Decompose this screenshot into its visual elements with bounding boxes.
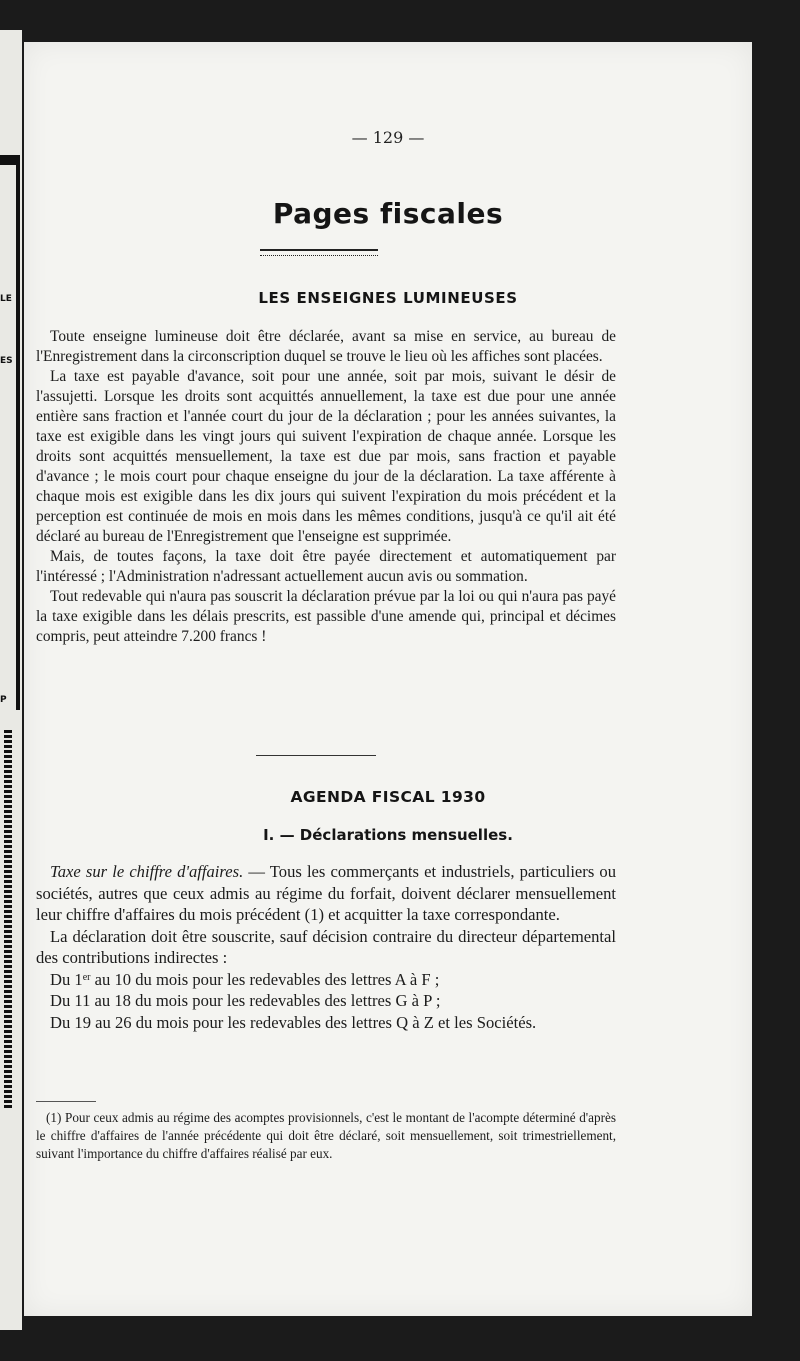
adjacent-page-text: LE	[0, 294, 12, 304]
paragraph: Toute enseigne lumineuse doit être déclarée, avant sa mise en service, au bureau de l'Enregistrement dans la circonscription duquel se trouve le lieu où les affiches sont placées.	[36, 328, 616, 365]
paragraph-text: — Tous les commerçants et industriels, particuliers ou sociétés, autres que ceux admis au régime du forfait, doivent déclarer mensuellement leur chiffre d'affaires du mois précédent (1) et acquitter la taxe correspondante.	[36, 862, 616, 924]
section-subheading: I. — Déclarations mensuelles.	[263, 826, 513, 844]
list-item-text: au 10 du mois pour les redevables des lettres A à F ;	[90, 969, 440, 989]
adjacent-page-mark	[4, 730, 12, 1110]
section-body-enseignes	[36, 327, 616, 647]
adjacent-page-mark	[16, 410, 20, 710]
adjacent-page-mark	[16, 270, 20, 410]
paragraph: La taxe est payable d'avance, soit pour une année, soit par mois, suivant le désir de l'assujetti. Lorsque les droits sont acquittés annuellement, la taxe est due pour une année entière sans fraction et l'année court du jour de la déclaration ; pour les années suivantes, la taxe est exigible dans les vingt jours qui suivent l'expiration de chaque année. Lorsque les droits sont acquittés mensuellement, la taxe est due par mois, sans fraction et payable d'avance ; le mois court pour chaque enseigne du jour de la déclaration. La taxe afférente à chaque mois est exigible dans les dix jours qui suivent l'expiration du mois précédent et la perception est continuée de mois en mois dans les mêmes conditions, jusqu'à ce qu'il ait été déclaré au bureau de l'Enregistrement que l'enseigne est supprimée.	[36, 368, 616, 545]
page-number: — 129 —	[351, 128, 425, 147]
paragraph: Tout redevable qui n'aura pas souscrit la déclaration prévue par la loi ou qui n'aura pas payé la taxe exigible dans les délais prescrits, est passible d'une amende qui, principal et décimes compris, peut atteindre 7.200 francs !	[36, 588, 616, 645]
footnote-text: (1) Pour ceux admis au régime des acomptes provisionnels, c'est le montant de l'acompte déterminé d'après le chiffre d'affaires de l'année précédente qui doit être déclaré, soit mensuellement, soit trimestriellement, suivant l'importance du chiffre d'affaires réalisé par eux.	[36, 1110, 616, 1161]
page-title: Pages fiscales	[272, 197, 504, 230]
list-item	[36, 969, 616, 991]
section-body-agenda	[36, 861, 616, 1033]
title-rule	[260, 249, 378, 256]
list-item: Du 11 au 18 du mois pour les redevables des lettres G à P ;	[50, 991, 441, 1010]
section-heading-enseignes: LES ENSEIGNES LUMINEUSES	[258, 289, 518, 307]
paragraph: Mais, de toutes façons, la taxe doit être payée directement et automatiquement par l'intéressé ; l'Administration n'adressant actuellement aucun avis ou sommation.	[36, 548, 616, 585]
ordinal-suffix: er	[82, 971, 91, 983]
adjacent-page-mark	[0, 155, 20, 165]
italic-lead: Taxe sur le chiffre d'affaires.	[50, 862, 244, 881]
adjacent-page-mark	[16, 165, 20, 285]
paragraph	[36, 861, 616, 926]
footnote-rule	[36, 1101, 96, 1102]
section-heading-agenda: AGENDA FISCAL 1930	[290, 788, 486, 806]
paragraph: La déclaration doit être souscrite, sauf décision contraire du directeur départemental des contributions indirectes :	[36, 926, 616, 967]
adjacent-page-text: ES	[0, 356, 13, 366]
list-item: Du 19 au 26 du mois pour les redevables des lettres Q à Z et les Sociétés.	[50, 1012, 537, 1032]
adjacent-page-edge	[0, 30, 22, 1330]
document-page	[24, 42, 752, 1316]
footnote	[36, 1109, 616, 1163]
section-divider	[256, 755, 376, 756]
adjacent-page-text: P	[0, 695, 7, 705]
list-item-prefix: Du 1	[50, 969, 83, 989]
